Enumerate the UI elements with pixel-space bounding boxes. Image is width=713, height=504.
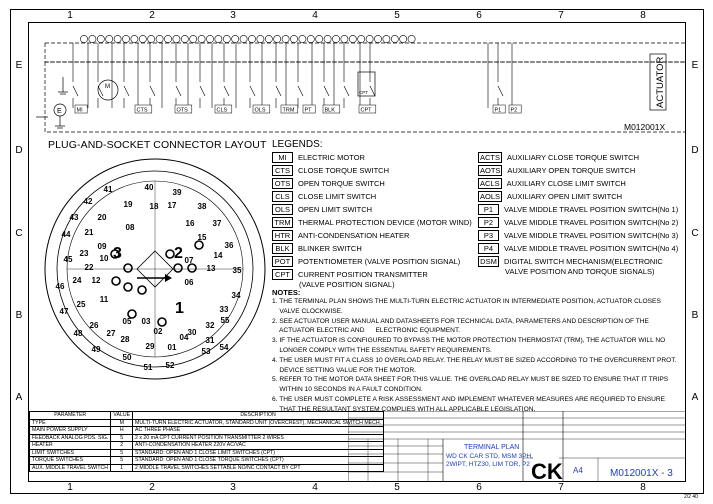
pin-label: 05 bbox=[122, 317, 132, 326]
legend-entry bbox=[272, 204, 472, 217]
note-line: VALVE CLOCKWISE. bbox=[272, 307, 343, 315]
pin-label: 49 bbox=[91, 345, 101, 354]
pin-label: 52 bbox=[165, 361, 175, 370]
power-pin bbox=[166, 250, 174, 258]
column-number: 2 bbox=[149, 482, 155, 493]
component-label: CPT bbox=[360, 107, 372, 114]
table-cell: TYPE bbox=[30, 419, 111, 427]
pin-label: 36 bbox=[224, 241, 234, 250]
legend-text: CLOSE TORQUE SWITCH bbox=[298, 166, 389, 175]
legend-entry bbox=[478, 165, 678, 178]
column-number: 8 bbox=[640, 482, 646, 493]
terminal bbox=[265, 35, 272, 42]
note-line: LONGER COMPLY WITH THE ESSENTIAL SAFETY REQUIREMENTS. bbox=[272, 346, 492, 354]
power-pin bbox=[188, 264, 196, 272]
motor-symbol bbox=[98, 80, 118, 100]
note-line: 3. IF THE ACTUATOR IS CONFIGURED TO BYPASS THE MOTOR PROTECTION THERMOSTAT (TRM), THE ACTUATOR WILL NO bbox=[272, 337, 666, 345]
component-label: TRM bbox=[282, 107, 295, 114]
legend-code: POT bbox=[272, 256, 293, 267]
table-cell: AUX. MIDDLE TRAVEL SWITCH bbox=[30, 464, 111, 472]
legend-code: ACLS bbox=[480, 179, 500, 188]
row-letter: E bbox=[15, 60, 23, 71]
legend-code: HTR bbox=[272, 230, 293, 241]
row-letter: A bbox=[691, 392, 699, 403]
row-letter: E bbox=[691, 60, 699, 71]
legend-entry bbox=[272, 256, 472, 269]
legend-text: VALVE MIDDLE TRAVEL POSITION SWITCH(No 3) bbox=[504, 231, 679, 240]
legend-code: TRM bbox=[272, 217, 293, 228]
pin-label: 21 bbox=[84, 228, 94, 237]
row-letter: B bbox=[15, 310, 23, 321]
row-letter: D bbox=[15, 145, 23, 156]
terminal bbox=[316, 35, 323, 42]
terminal bbox=[232, 35, 239, 42]
component-label: OLS bbox=[254, 107, 266, 114]
pin-label: 17 bbox=[167, 201, 177, 210]
legend-entry bbox=[478, 191, 678, 204]
table-row bbox=[30, 419, 384, 427]
table-cell: 5 bbox=[111, 457, 133, 465]
pin-label: 02 bbox=[153, 327, 163, 336]
column-number: 5 bbox=[394, 10, 400, 21]
column-number: 5 bbox=[394, 482, 400, 493]
power-pin bbox=[174, 264, 182, 272]
drawing-number: M012001X - 3 bbox=[610, 468, 673, 479]
company-logo bbox=[531, 457, 563, 482]
table-cell: AC THREE PHASE bbox=[133, 427, 384, 435]
terminal bbox=[341, 35, 348, 42]
pin-label: 01 bbox=[167, 343, 177, 352]
component-label: CLS bbox=[216, 107, 228, 114]
description-line-2: 2WIPT, HTZ30, LIM TOR, P2 bbox=[446, 461, 530, 468]
power-pin bbox=[158, 318, 166, 326]
section-number-2: 2 bbox=[174, 245, 183, 262]
legend-code: BLK bbox=[272, 243, 293, 254]
table-cell: 5 bbox=[111, 434, 133, 442]
note-line: DEVICE SETTING VALUE FOR THE MOTOR. bbox=[272, 366, 416, 374]
terminal bbox=[173, 35, 180, 42]
legend-entry bbox=[272, 178, 472, 191]
legend-entry bbox=[478, 178, 678, 191]
legend-text-cont: VALVE POSITION AND TORQUE SIGNALS) bbox=[505, 267, 655, 276]
column-number: 1 bbox=[67, 482, 73, 493]
pin-label: 27 bbox=[106, 329, 116, 338]
terminal bbox=[332, 35, 339, 42]
pin-label: 25 bbox=[76, 300, 86, 309]
row-letter: C bbox=[15, 228, 23, 239]
legend-code: P2 bbox=[478, 217, 499, 228]
pin-label: 18 bbox=[149, 202, 159, 211]
pin-label: 39 bbox=[172, 188, 182, 197]
legend-entry bbox=[478, 204, 678, 217]
terminal bbox=[324, 35, 331, 42]
terminal bbox=[223, 35, 230, 42]
terminal bbox=[290, 35, 297, 42]
cpt-inner-label: CPT bbox=[359, 90, 368, 95]
table-row bbox=[30, 442, 384, 450]
motor-letter: M bbox=[105, 84, 110, 90]
terminal bbox=[80, 35, 87, 42]
legend-text: AUXILIARY OPEN TORQUE SWITCH bbox=[507, 166, 636, 175]
column-number: 7 bbox=[558, 482, 564, 493]
legend-text: VALVE MIDDLE TRAVEL POSITION SWITCH(No 2) bbox=[504, 218, 679, 227]
actuator-label: ACTUATOR bbox=[655, 56, 666, 108]
legend-text: CLOSE LIMIT SWITCH bbox=[298, 192, 377, 201]
component-label: PT bbox=[304, 107, 312, 114]
table-row bbox=[30, 457, 384, 465]
terminal bbox=[156, 35, 163, 42]
column-number: 2 bbox=[149, 10, 155, 21]
power-pin bbox=[128, 310, 136, 318]
pin-label: 28 bbox=[120, 335, 130, 344]
terminal bbox=[383, 35, 390, 42]
legend-text: AUXILIARY CLOSE TORQUE SWITCH bbox=[507, 153, 639, 162]
power-pin bbox=[138, 286, 146, 294]
svg-text:E: E bbox=[57, 108, 62, 115]
legend-text: THERMAL PROTECTION DEVICE (MOTOR WIND) bbox=[298, 218, 472, 227]
note-line: 4. THE USER MUST FIT A CLASS 10 OVERLOAD RELAY. THE RELAY MUST BE SIZED ACCORDING TO THE OVERCURRENT PROT. bbox=[272, 356, 677, 364]
legend-text: VALVE MIDDLE TRAVEL POSITION SWITCH(No 1) bbox=[504, 205, 679, 214]
legend-text: DIGITAL SWITCH MECHANISM(ELECTRONIC bbox=[504, 257, 663, 266]
pin-label: 50 bbox=[122, 353, 132, 362]
svg-text:CK: CK bbox=[531, 459, 563, 482]
row-letter: A bbox=[15, 392, 23, 403]
terminal bbox=[274, 35, 281, 42]
legend-entry bbox=[272, 243, 472, 256]
column-number: 4 bbox=[312, 10, 318, 21]
power-pin bbox=[112, 277, 120, 285]
table-cell: 2 x 20 mA CPT CURRENT POSITION TRANSMITTER 2 WIRES bbox=[133, 434, 384, 442]
pin-label: 45 bbox=[63, 255, 73, 264]
power-pin bbox=[195, 241, 203, 249]
legend-code: CTS bbox=[272, 165, 293, 176]
column-number: 6 bbox=[476, 482, 482, 493]
table-cell: 5 bbox=[111, 449, 133, 457]
table-row bbox=[30, 427, 384, 435]
legend-entry bbox=[272, 152, 472, 165]
legend-code: CPT bbox=[272, 269, 293, 280]
terminal bbox=[206, 35, 213, 42]
pin-label: 29 bbox=[145, 342, 155, 351]
legend-text: OPEN LIMIT SWITCH bbox=[298, 205, 373, 214]
terminal bbox=[181, 35, 188, 42]
note-line: 1. THE TERMINAL PLAN SHOWS THE MULTI-TURN ELECTRIC ACTUATOR IN INTERMEDIATE POSITION, ACTUATOR CLOSES bbox=[272, 298, 661, 305]
row-letter: D bbox=[691, 145, 699, 156]
column-number: 3 bbox=[230, 10, 236, 21]
legend-code: OLS bbox=[272, 204, 293, 215]
description-line-1: WD CK CAR STD, MSM 3PH, bbox=[446, 453, 534, 460]
legend-code: CLS bbox=[272, 191, 293, 202]
terminal bbox=[366, 35, 373, 42]
pin-label: 37 bbox=[212, 219, 222, 228]
title-block bbox=[348, 411, 686, 482]
table-cell: LIMIT SWITCHES bbox=[30, 449, 111, 457]
terminal bbox=[408, 35, 415, 42]
table-cell: FEEDBACK ANALOG POS. SIG. bbox=[30, 434, 111, 442]
table-cell: HEATER bbox=[30, 442, 111, 450]
pin-label: 33 bbox=[219, 305, 229, 314]
pin-label: 54 bbox=[219, 343, 229, 352]
power-pin bbox=[124, 283, 132, 291]
pin-label: 19 bbox=[123, 200, 133, 209]
note-line: 6. THE USER MUST COMPLETE A RISK ASSESSMENT AND IMPLEMENT WHATEVER MEASURES ARE REQUIRED TO ENSURE bbox=[272, 395, 666, 403]
wiring-schematic bbox=[28, 22, 686, 142]
legend-code: P3 bbox=[478, 230, 499, 241]
legend-entry bbox=[272, 230, 472, 243]
terminal bbox=[89, 35, 96, 42]
row-letter: C bbox=[691, 228, 699, 239]
table-header: DESCRIPTION bbox=[133, 412, 384, 420]
section-number-1: 1 bbox=[175, 300, 184, 317]
pin-label: 14 bbox=[213, 251, 223, 260]
component-label: P1 bbox=[494, 107, 502, 114]
row-letter: B bbox=[691, 310, 699, 321]
pin-label: 38 bbox=[197, 202, 207, 211]
pin-label: 30 bbox=[187, 328, 197, 337]
table-cell: MAIN POWER SUPPLY bbox=[30, 427, 111, 435]
table-cell: TORQUE SWITCHES bbox=[30, 457, 111, 465]
pin-label: 53 bbox=[201, 347, 211, 356]
pin-label: 44 bbox=[61, 230, 71, 239]
terminal bbox=[97, 35, 104, 42]
table-header: PARAMETER bbox=[30, 412, 111, 420]
terminal bbox=[248, 35, 255, 42]
note-line: WITHIN 10 SECONDS IN A FAULT CONDITION. bbox=[272, 386, 423, 394]
column-number: 7 bbox=[558, 10, 564, 21]
pin-label: 31 bbox=[205, 336, 215, 345]
pin-label: 48 bbox=[73, 329, 83, 338]
pin-label: 03 bbox=[141, 317, 151, 326]
terminal bbox=[215, 35, 222, 42]
terminal bbox=[391, 35, 398, 42]
table-cell: STANDARD: OPEN AND 1 CLOSE TORQUE SWITCHES (CPT) bbox=[133, 457, 384, 465]
terminal bbox=[400, 35, 407, 42]
legend-text: ELECTRIC MOTOR bbox=[298, 153, 365, 162]
legend-entry bbox=[478, 217, 678, 230]
table-cell: 2 bbox=[111, 442, 133, 450]
connector-diagram bbox=[44, 150, 266, 386]
legend-text-cont: (VALVE POSITION SIGNAL) bbox=[299, 280, 395, 289]
legend-code: P1 bbox=[478, 204, 499, 215]
component-label: OTS bbox=[176, 107, 188, 114]
note-line: THAT THE RESULTANT SYSTEM COMPLIES WITH ALL APPLICABLE LEGISLATION. bbox=[272, 405, 536, 413]
terminal bbox=[106, 35, 113, 42]
legend-entry bbox=[272, 191, 472, 204]
terminal bbox=[299, 35, 306, 42]
legends-left bbox=[272, 152, 472, 291]
legend-code: DSM bbox=[478, 256, 499, 267]
legend-code: AOLS bbox=[480, 192, 501, 201]
pin-label: 04 bbox=[179, 333, 189, 342]
pin-label: 10 bbox=[99, 254, 109, 263]
schematic-drawing-id: M012001X bbox=[624, 122, 666, 132]
table-cell: STANDARD: OPEN AND 1 CLOSE LIMIT SWITCHES (CPT) bbox=[133, 449, 384, 457]
legend-entry bbox=[272, 165, 472, 178]
table-row bbox=[30, 464, 384, 472]
terminal bbox=[122, 35, 129, 42]
pin-label: 32 bbox=[205, 321, 215, 330]
table-row bbox=[30, 434, 384, 442]
legend-entry bbox=[272, 217, 472, 230]
size-label: A4 bbox=[573, 466, 583, 475]
table-cell: H bbox=[111, 427, 133, 435]
section-number-3: 3 bbox=[113, 245, 122, 262]
terminal bbox=[349, 35, 356, 42]
legends-right bbox=[478, 152, 678, 278]
pin-label: 09 bbox=[97, 242, 107, 251]
component-label: MI bbox=[76, 107, 83, 114]
legend-text: OPEN TORQUE SWITCH bbox=[298, 179, 385, 188]
terminal bbox=[139, 35, 146, 42]
legend-code: AOTS bbox=[480, 166, 501, 175]
legend-entry bbox=[478, 243, 678, 256]
pin-label: 43 bbox=[69, 213, 79, 222]
component-label: P2 bbox=[510, 107, 518, 114]
terminal bbox=[148, 35, 155, 42]
pin-label: 06 bbox=[184, 278, 194, 287]
legend-code: P4 bbox=[478, 243, 499, 254]
table-cell: M bbox=[111, 419, 133, 427]
pin-label: 46 bbox=[55, 282, 65, 291]
terminal bbox=[282, 35, 289, 42]
notes-heading: NOTES: bbox=[272, 288, 301, 297]
terminal bbox=[131, 35, 138, 42]
legend-code: OTS bbox=[272, 178, 293, 189]
legend-entry bbox=[478, 230, 678, 243]
pin-label: 24 bbox=[72, 276, 82, 285]
pin-label: 23 bbox=[79, 249, 89, 258]
parameter-table bbox=[29, 411, 384, 472]
notes-body bbox=[272, 297, 676, 415]
terminal bbox=[164, 35, 171, 42]
note-line: 5. REFER TO THE MOTOR DATA SHEET FOR THIS VALUE. THE OVERLOAD RELAY MUST BE SIZED TO ENSURE THAT IT TRIPS bbox=[272, 376, 669, 384]
connector-layout-title: PLUG-AND-SOCKET CONNECTOR LAYOUT bbox=[48, 139, 267, 151]
table-cell: 2 MIDDLE TRAVEL SWITCHES SETTABLE NO/NC CONTACT BY CPT bbox=[133, 464, 384, 472]
legend-entry bbox=[478, 152, 678, 165]
sheet-code: 2/2 40 bbox=[684, 494, 698, 500]
legend-text: CURRENT POSITION TRANSMITTER bbox=[298, 270, 428, 279]
legend-text: POTENTIOMETER (VALVE POSITION SIGNAL) bbox=[298, 257, 461, 266]
terminal bbox=[114, 35, 121, 42]
legend-entry bbox=[478, 256, 678, 278]
pin-label: 35 bbox=[232, 266, 242, 275]
legend-text: ANTI-CONDENSATION HEATER bbox=[298, 231, 410, 240]
legends-heading: LEGENDS: bbox=[272, 139, 323, 150]
pin-label: 47 bbox=[59, 307, 69, 316]
column-number: 6 bbox=[476, 10, 482, 21]
pin-label: 13 bbox=[206, 264, 216, 273]
pin-label: 20 bbox=[97, 213, 107, 222]
terminal bbox=[374, 35, 381, 42]
table-cell: ANTI-CONDENSATION HEATER 220V AC/VAC bbox=[133, 442, 384, 450]
column-number: 1 bbox=[67, 10, 73, 21]
legend-text: AUXILIARY OPEN LIMIT SWITCH bbox=[507, 192, 623, 201]
power-pin bbox=[124, 264, 132, 272]
column-number: 4 bbox=[312, 482, 318, 493]
pin-label: 15 bbox=[197, 233, 207, 242]
terminal-plan-label: TERMINAL PLAN bbox=[464, 444, 520, 451]
table-row bbox=[30, 449, 384, 457]
table-cell: 1 bbox=[111, 464, 133, 472]
legend-code: ACTS bbox=[480, 153, 501, 162]
pin-label: 55 bbox=[220, 316, 230, 325]
pin-label: 40 bbox=[144, 183, 154, 192]
legend-code: MI bbox=[272, 152, 293, 163]
table-header: VALUE bbox=[111, 412, 133, 420]
pin-label: 08 bbox=[125, 223, 135, 232]
pin-label: 12 bbox=[91, 276, 101, 285]
component-label: BLK bbox=[324, 107, 335, 114]
legend-text: VALVE MIDDLE TRAVEL POSITION SWITCH(No 4) bbox=[504, 244, 679, 253]
legend-text: BLINKER SWITCH bbox=[298, 244, 362, 253]
pin-label: 34 bbox=[231, 291, 241, 300]
note-line: 2. SEE ACTUATOR USER MANUAL AND DATASHEETS FOR TECHNICAL DATA, PARAMETERS AND DESCRIPTION OF THE bbox=[272, 317, 649, 325]
terminal bbox=[307, 35, 314, 42]
legend-entry bbox=[272, 269, 472, 291]
pin-label: 07 bbox=[184, 256, 194, 265]
component-label: CTS bbox=[136, 107, 148, 114]
terminal bbox=[358, 35, 365, 42]
pin-label: 26 bbox=[89, 321, 99, 330]
legend-text: AUXILIARY CLOSE LIMIT SWITCH bbox=[506, 179, 626, 188]
table-cell: MULTI-TURN ELECTRIC ACTUATOR, STANDARD UNIT (OVERCREST), MECHANICAL SWITCH MECH. bbox=[133, 419, 384, 427]
pin-label: 51 bbox=[143, 363, 153, 372]
note-line: ACTUATOR ELECTRIC AND ELECTRONIC EQUIPMENT. bbox=[272, 327, 461, 335]
terminal bbox=[240, 35, 247, 42]
pin-label: 11 bbox=[99, 295, 109, 304]
terminal bbox=[198, 35, 205, 42]
column-number: 3 bbox=[230, 482, 236, 493]
terminal bbox=[257, 35, 264, 42]
pin-label: 16 bbox=[185, 219, 195, 228]
terminal bbox=[190, 35, 197, 42]
pin-label: 42 bbox=[83, 197, 93, 206]
pin-label: 41 bbox=[103, 185, 113, 194]
column-number: 8 bbox=[640, 10, 646, 21]
pin-label: 22 bbox=[84, 263, 94, 272]
